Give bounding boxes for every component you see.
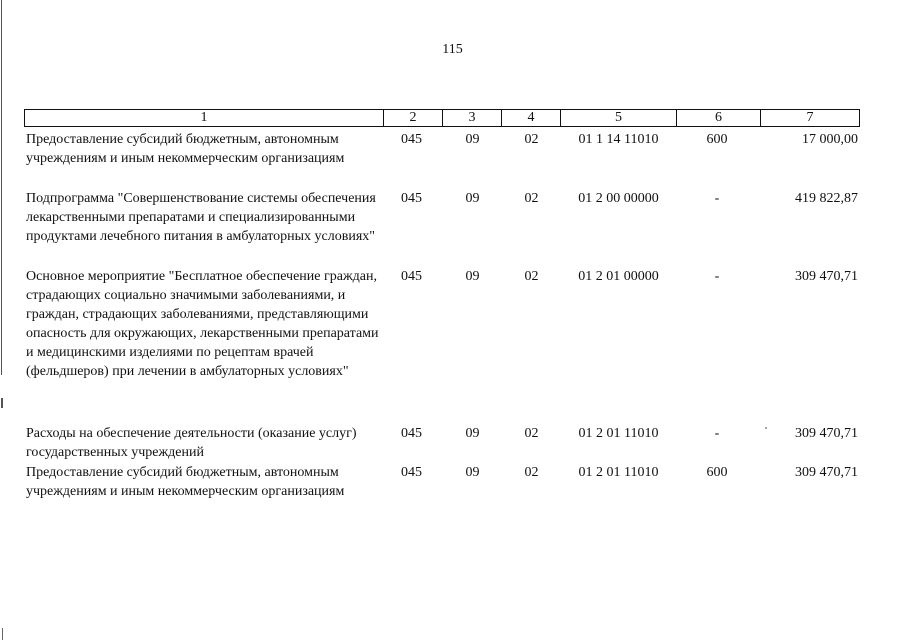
page-edge-mark-bottom [2,628,3,640]
row-col-5: 01 1 14 11010 [578,132,659,147]
row-col-2: 045 [401,465,422,480]
row-col-4: 02 [524,269,539,284]
header-col-2: 2 [384,110,443,126]
header-col-4: 4 [502,110,561,126]
row-col-3: 09 [465,191,480,206]
header-col-6: 6 [677,110,761,126]
row-col-4: 02 [524,465,539,480]
header-col-1: 1 [25,110,384,126]
row-col-4: 02 [524,132,539,147]
row-name: Расходы на обеспечение деятельности (оказание услуг) государственных учреждений [26,426,357,460]
row-col-2: 045 [401,132,422,147]
row-col-3: 09 [465,465,480,480]
row-amount: 309 470,71 [795,465,858,480]
row-col-5: 01 2 01 11010 [578,465,659,480]
row-col-4: 02 [524,191,539,206]
row-name: Предоставление субсидий бюджетным, автономным учреждениям и иным некоммерческим организациям [26,465,345,499]
row-col-6: - [714,269,720,284]
header-col-7: 7 [806,110,814,125]
row-col-3: 09 [465,132,480,147]
row-amount: 419 822,87 [795,191,858,206]
header-col-5: 5 [561,110,677,126]
row-col-2: 045 [401,426,422,441]
row-name: Предоставление субсидий бюджетным, автономным учреждениям и иным некоммерческим организациям [26,132,345,166]
row-col-6: - [714,191,720,206]
page-edge-mark [1,398,3,408]
row-amount: 17 000,00 [802,132,858,147]
row-col-3: 09 [465,269,480,284]
row-amount: 309 470,71 [795,426,858,441]
row-col-5: 01 2 01 11010 [578,426,659,441]
scan-speck [765,427,767,429]
row-col-5: 01 2 01 00000 [578,269,659,284]
row-name: Подпрограмма "Совершенствование системы обеспечения лекарственными препаратами и специализированными продуктами лечебного питания в амбулаторных условиях" [26,191,376,244]
header-col-3: 3 [443,110,502,126]
row-col-4: 02 [524,426,539,441]
row-col-5: 01 2 00 00000 [578,191,659,206]
row-col-6: 600 [706,465,728,480]
row-col-3: 09 [465,426,480,441]
row-col-6: 600 [706,132,728,147]
page-number: 115 [442,42,463,57]
table-header [24,109,860,127]
row-name: Основное мероприятие "Бесплатное обеспечение граждан, страдающих социально значимыми заболеваниями, и граждан, страдающих заболеваниями, представляющими опасность для окружающих, лекарственными препаратами и медицинскими изделиями по рецептам врачей (фельдшеров) при лечении в амбулаторных условиях" [26,269,379,379]
row-col-2: 045 [401,269,422,284]
row-amount: 309 470,71 [795,269,858,284]
row-col-6: - [714,426,720,441]
row-col-2: 045 [401,191,422,206]
